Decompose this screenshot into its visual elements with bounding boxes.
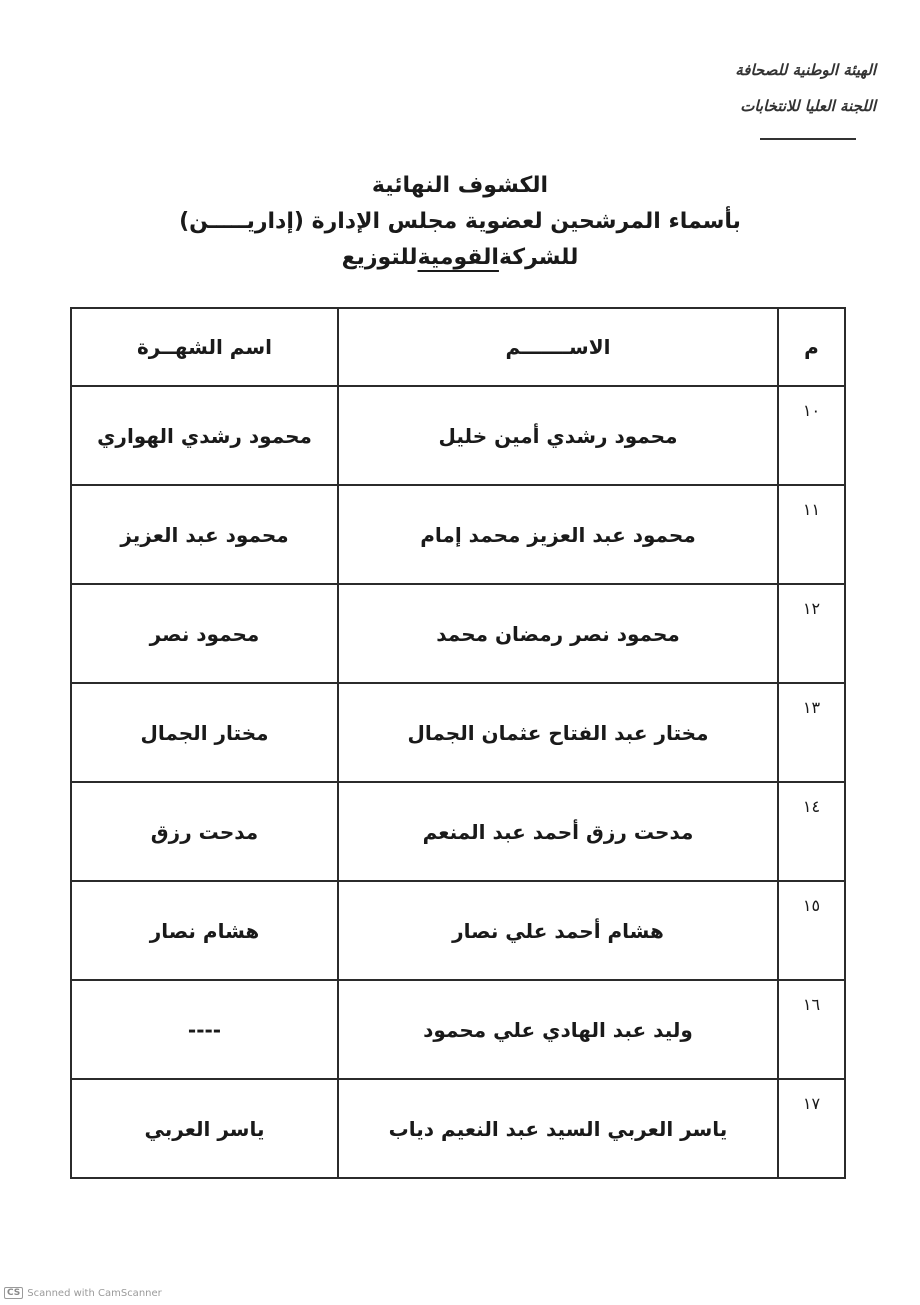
header-line-elections-committee: اللجنة العليا للانتخابات bbox=[740, 97, 876, 115]
row-name: مدحت رزق أحمد عبد المنعم bbox=[338, 782, 778, 881]
scanner-watermark bbox=[4, 1287, 162, 1299]
company-title-underlined: القومية bbox=[417, 245, 499, 270]
row-name: ياسر العربي السيد عبد النعيم دياب bbox=[338, 1079, 778, 1178]
table-row bbox=[71, 386, 845, 485]
table-header-row bbox=[71, 308, 845, 386]
row-name: محمود عبد العزيز محمد إمام bbox=[338, 485, 778, 584]
row-number: ١٤ bbox=[778, 782, 845, 881]
row-number: ١٦ bbox=[778, 980, 845, 1079]
row-name: محمود رشدي أمين خليل bbox=[338, 386, 778, 485]
row-name: مختار عبد الفتاح عثمان الجمال bbox=[338, 683, 778, 782]
row-nickname: محمود رشدي الهواري bbox=[71, 386, 338, 485]
company-title bbox=[0, 240, 920, 276]
row-nickname: ياسر العربي bbox=[71, 1079, 338, 1178]
table-row bbox=[71, 980, 845, 1079]
row-nickname: محمود عبد العزيز bbox=[71, 485, 338, 584]
company-title-suffix: للتوزيع bbox=[341, 245, 418, 270]
row-number: ١٥ bbox=[778, 881, 845, 980]
row-number: ١٣ bbox=[778, 683, 845, 782]
header-line-press-authority: الهيئة الوطنية للصحافة bbox=[735, 61, 876, 79]
company-title-prefix: للشركة bbox=[498, 245, 579, 270]
table-row bbox=[71, 485, 845, 584]
candidates-table bbox=[70, 307, 846, 1179]
row-number: ١٢ bbox=[778, 584, 845, 683]
scanner-watermark-text: Scanned with CamScanner bbox=[27, 1287, 162, 1299]
row-nickname: مدحت رزق bbox=[71, 782, 338, 881]
row-number: ١١ bbox=[778, 485, 845, 584]
table-row bbox=[71, 782, 845, 881]
header-nickname: اسم الشهــرة bbox=[71, 308, 338, 386]
row-number: ١٠ bbox=[778, 386, 845, 485]
document-titles bbox=[0, 168, 920, 276]
page-title: الكشوف النهائية bbox=[371, 173, 549, 198]
table-row bbox=[71, 881, 845, 980]
row-nickname: محمود نصر bbox=[71, 584, 338, 683]
header-number: م bbox=[778, 308, 845, 386]
row-nickname: مختار الجمال bbox=[71, 683, 338, 782]
row-nickname: هشام نصار bbox=[71, 881, 338, 980]
table-row bbox=[71, 683, 845, 782]
table-row bbox=[71, 1079, 845, 1178]
row-nickname: ---- bbox=[71, 980, 338, 1079]
header-name: الاســـــــم bbox=[338, 308, 778, 386]
row-name: محمود نصر رمضان محمد bbox=[338, 584, 778, 683]
row-name: هشام أحمد علي نصار bbox=[338, 881, 778, 980]
table-row bbox=[71, 584, 845, 683]
row-name: وليد عبد الهادي علي محمود bbox=[338, 980, 778, 1079]
camscanner-logo-icon: CS bbox=[4, 1287, 23, 1299]
page-subtitle: بأسماء المرشحين لعضوية مجلس الإدارة (إداريـــــن) bbox=[179, 209, 741, 234]
header-divider bbox=[760, 138, 856, 140]
row-number: ١٧ bbox=[778, 1079, 845, 1178]
organization-header bbox=[676, 52, 876, 124]
